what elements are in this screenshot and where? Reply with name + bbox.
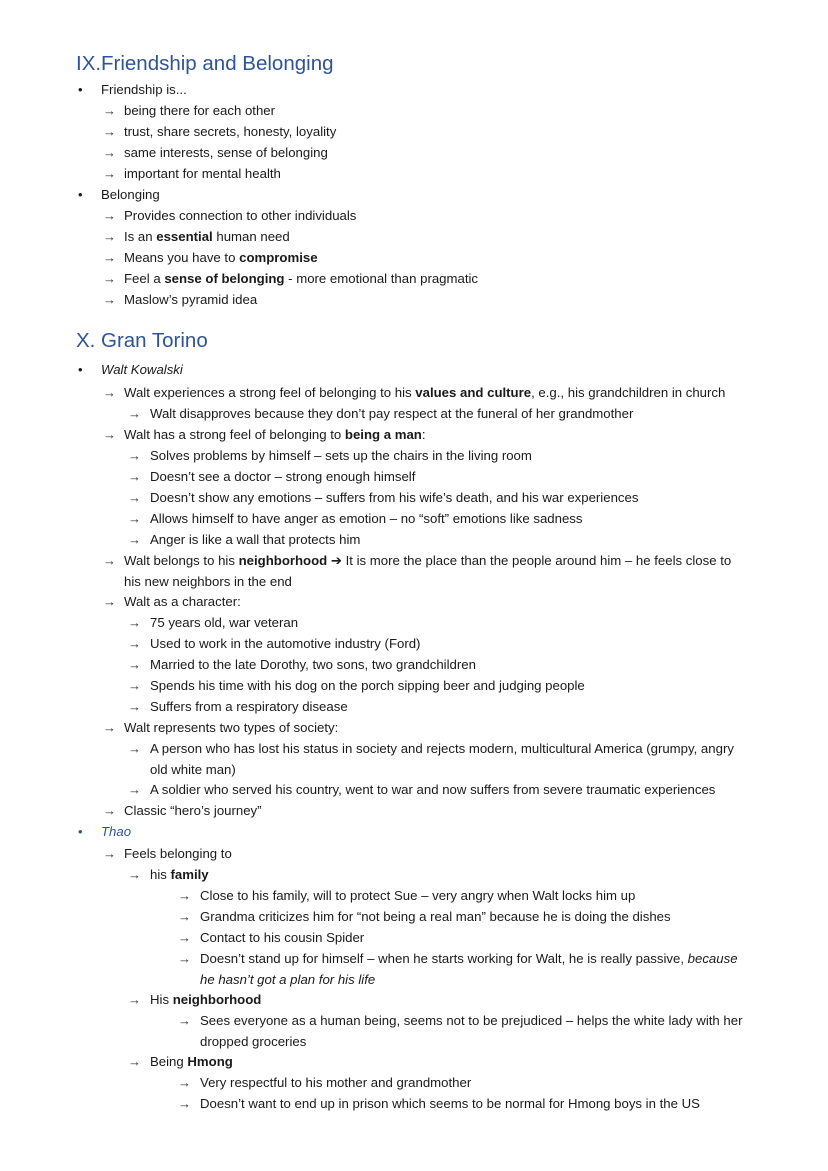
list-item: Walt disapproves because they don’t pay respect at the funeral of her grandmother — [150, 406, 634, 421]
list-item: A person who has lost his status in society and rejects modern, multicultural America (grumpy, angry — [150, 741, 734, 756]
list-item: Anger is like a wall that protects him — [150, 532, 361, 547]
arrow-icon: → — [178, 930, 191, 945]
friendship-label: Friendship is... — [101, 82, 187, 97]
arrow-icon: → — [128, 1054, 141, 1069]
section-title: Friendship and Belonging — [101, 52, 334, 75]
list-item: Maslow’s pyramid idea — [124, 292, 258, 307]
arrow-icon: → — [128, 532, 141, 547]
list-item: Feel a sense of belonging - more emotional than pragmatic — [124, 271, 479, 286]
arrow-icon: → — [103, 229, 116, 244]
list-item: Doesn’t stand up for himself – when he starts working for Walt, he is really passive, because — [200, 951, 738, 966]
list-item: 75 years old, war veteran — [150, 615, 299, 630]
list-item: Sees everyone as a human being, seems not to be prejudiced – helps the white lady with her — [200, 1013, 743, 1028]
list-item: important for mental health — [124, 166, 281, 181]
list-item: Doesn’t show any emotions – suffers from his wife’s death, and his war experiences — [150, 490, 639, 505]
list-item: Used to work in the automotive industry (Ford) — [150, 636, 421, 651]
arrow-icon: → — [103, 720, 116, 735]
list-item: Suffers from a respiratory disease — [150, 699, 348, 714]
list-item: Doesn’t see a doctor – strong enough himself — [150, 469, 416, 484]
section-title: Gran Torino — [101, 329, 208, 352]
list-item: being there for each other — [124, 103, 276, 118]
arrow-icon: → — [178, 909, 191, 924]
section-heading-x — [76, 329, 208, 353]
arrow-icon: → — [103, 427, 116, 442]
list-item: Grandma criticizes him for “not being a real man” because he is doing the dishes — [200, 909, 671, 924]
arrow-icon: → — [103, 846, 116, 861]
list-item: Feels belonging to — [124, 846, 232, 861]
list-item-continuation: he hasn’t got a plan for his life — [200, 972, 376, 987]
list-item: Doesn’t want to end up in prison which seems to be normal for Hmong boys in the US — [200, 1096, 700, 1111]
list-item: Means you have to compromise — [124, 250, 318, 265]
arrow-icon: → — [128, 636, 141, 651]
arrow-icon: → — [103, 166, 116, 181]
list-item: Being Hmong — [150, 1054, 233, 1069]
list-item: same interests, sense of belonging — [124, 145, 328, 160]
arrow-icon: → — [103, 803, 116, 818]
section-number: X. — [76, 329, 96, 352]
list-item: Classic “hero’s journey” — [124, 803, 262, 818]
list-item: Married to the late Dorothy, two sons, two grandchildren — [150, 657, 476, 672]
arrow-icon: → — [178, 1096, 191, 1111]
list-item: A soldier who served his country, went to war and now suffers from severe traumatic experiences — [150, 782, 716, 797]
list-item: Walt represents two types of society: — [124, 720, 339, 735]
arrow-icon: → — [128, 741, 141, 756]
list-item: Allows himself to have anger as emotion – no “soft” emotions like sadness — [150, 511, 583, 526]
list-item-continuation: old white man) — [150, 762, 236, 777]
section-heading-ix — [76, 52, 334, 76]
arrow-icon: → — [128, 406, 141, 421]
arrow-icon: → — [128, 469, 141, 484]
arrow-icon: → — [128, 867, 141, 882]
arrow-icon: → — [128, 699, 141, 714]
arrow-icon: → — [178, 1075, 191, 1090]
arrow-icon: → — [103, 208, 116, 223]
arrow-icon: → — [103, 292, 116, 307]
bullet-icon: • — [78, 824, 83, 839]
arrow-icon: → — [103, 145, 116, 160]
arrow-icon: → — [128, 782, 141, 797]
bold-arrow-icon: ➔ — [327, 553, 346, 568]
arrow-icon: → — [128, 678, 141, 693]
walt-label: Walt Kowalski — [101, 362, 183, 377]
arrow-icon: → — [178, 888, 191, 903]
belonging-label: Belonging — [101, 187, 160, 202]
arrow-icon: → — [103, 553, 116, 568]
list-item: Walt as a character: — [124, 594, 241, 609]
list-item-continuation: his new neighbors in the end — [124, 574, 292, 589]
arrow-icon: → — [128, 992, 141, 1007]
section-number: IX. — [76, 52, 102, 75]
bullet-icon: • — [78, 187, 83, 202]
arrow-icon: → — [128, 490, 141, 505]
arrow-icon: → — [178, 951, 191, 966]
list-item: Provides connection to other individuals — [124, 208, 357, 223]
bullet-icon: • — [78, 82, 83, 97]
arrow-icon: → — [128, 511, 141, 526]
arrow-icon: → — [103, 124, 116, 139]
arrow-icon: → — [103, 271, 116, 286]
list-item: trust, share secrets, honesty, loyality — [124, 124, 337, 139]
arrow-icon: → — [103, 103, 116, 118]
arrow-icon: → — [103, 594, 116, 609]
list-item: Is an essential human need — [124, 229, 290, 244]
arrow-icon: → — [128, 615, 141, 630]
list-item: Contact to his cousin Spider — [200, 930, 365, 945]
list-item: his family — [150, 867, 209, 882]
arrow-icon: → — [178, 1013, 191, 1028]
list-item: Very respectful to his mother and grandmother — [200, 1075, 472, 1090]
arrow-icon: → — [103, 250, 116, 265]
arrow-icon: → — [128, 448, 141, 463]
thao-label: Thao — [101, 824, 132, 839]
arrow-icon: → — [128, 657, 141, 672]
list-item: Walt has a strong feel of belonging to being a man: — [124, 427, 426, 442]
list-item: Close to his family, will to protect Sue – very angry when Walt locks him up — [200, 888, 636, 903]
list-item: His neighborhood — [150, 992, 262, 1007]
list-item: Solves problems by himself – sets up the chairs in the living room — [150, 448, 532, 463]
list-item: Walt experiences a strong feel of belonging to his values and culture, e.g., his grandchildren in church — [124, 385, 726, 400]
list-item: Walt belongs to his neighborhood ➔ It is more the place than the people around him – he feels close to — [124, 553, 732, 568]
list-item: Spends his time with his dog on the porch sipping beer and judging people — [150, 678, 585, 693]
list-item-continuation: dropped groceries — [200, 1034, 307, 1049]
arrow-icon: → — [103, 385, 116, 400]
bullet-icon: • — [78, 362, 83, 377]
